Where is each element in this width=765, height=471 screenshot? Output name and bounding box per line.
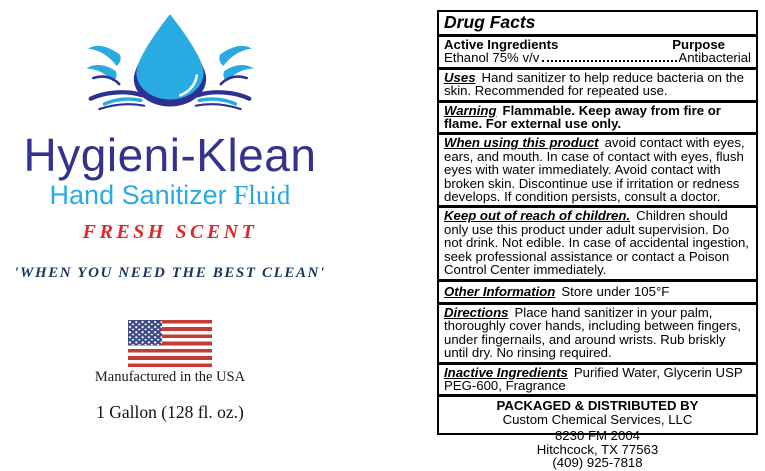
distributor-city-state-zip: Hitchcock, TX 77563 (536, 441, 659, 457)
uses-heading: Uses (444, 69, 476, 85)
uses-section (439, 70, 756, 103)
warning-section (439, 103, 756, 136)
leader-dots (542, 60, 677, 62)
scent-label: FRESH SCENT (82, 221, 258, 243)
directions-section (439, 305, 756, 365)
distributor-section (439, 397, 756, 471)
product-name-suffix: Fluid (226, 180, 291, 210)
distributor-heading: PACKAGED & DISTRIBUTED BY (496, 398, 699, 414)
distributor-phone: (409) 925-7818 (552, 454, 643, 470)
when-using-heading: When using this product (444, 135, 599, 151)
brand-name: Hygieni-Klean (23, 129, 317, 181)
water-drop-icon (67, 10, 274, 122)
usa-flag-icon (128, 320, 212, 367)
origin-text: Manufactured in the USA (94, 369, 246, 385)
flag-canton (128, 320, 162, 345)
other-information-section (439, 282, 756, 305)
active-ingredient-name: Ethanol 75% v/v (444, 50, 540, 66)
uses-body: Hand sanitizer to help reduce bacteria on the skin. Recommended for repeated use. (444, 69, 744, 99)
other-information-body: Store under 105°F (561, 283, 670, 299)
when-using-body: avoid contact with eyes, ears, and mouth. In case of contact with eyes, flush eyes with water immediately. Avoid contact with broken skin. Discontinue use if irritation or redness develops. If condition persists, consult a doctor. (444, 135, 745, 205)
inactive-ingredients-section (439, 365, 756, 398)
keep-out-body: Children should only use this product under adult supervision. Do not drink. Not edible. In case of accidental ingestion, seek professional assistance or contact a Poison Control Center immediately. (444, 208, 749, 278)
active-ingredients-section (439, 37, 756, 70)
inactive-ingredients-body: Purified Water, Glycerin USP PEG-600, Fragrance (444, 364, 743, 393)
distributor-address: 8230 FM 2004 (554, 428, 641, 444)
active-ingredient-purpose: Antibacterial (678, 50, 751, 66)
directions-body: Place hand sanitizer in your palm, thoroughly cover hands, including between fingers, under fingernails, and around wrists. Rub briskly until dry. No rinsing required. (444, 304, 741, 361)
tagline: 'WHEN YOU NEED THE BEST CLEAN' (14, 265, 326, 281)
when-using-section (439, 135, 756, 208)
keep-out-section (439, 208, 756, 281)
other-information-heading: Other Information (444, 283, 556, 299)
directions-heading: Directions (444, 304, 509, 320)
drug-facts-title: Drug Facts (439, 12, 756, 37)
warning-heading: Warning (444, 102, 497, 118)
drug-facts-panel (437, 10, 758, 470)
active-ingredients-header: Active Ingredients (444, 37, 559, 52)
product-name (0, 180, 340, 211)
warning-body: Flammable. Keep away from fire or flame. For external use only. (444, 102, 721, 132)
purpose-header: Purpose (672, 37, 725, 52)
brand-panel (0, 0, 340, 441)
volume-text: 1 Gallon (128 fl. oz.) (96, 402, 244, 422)
inactive-ingredients-heading: Inactive Ingredients (444, 364, 568, 380)
keep-out-heading: Keep out of reach of children. (444, 208, 631, 224)
distributor-company: Custom Chemical Services, LLC (502, 411, 693, 427)
product-name-main: Hand Sanitizer (49, 180, 227, 210)
